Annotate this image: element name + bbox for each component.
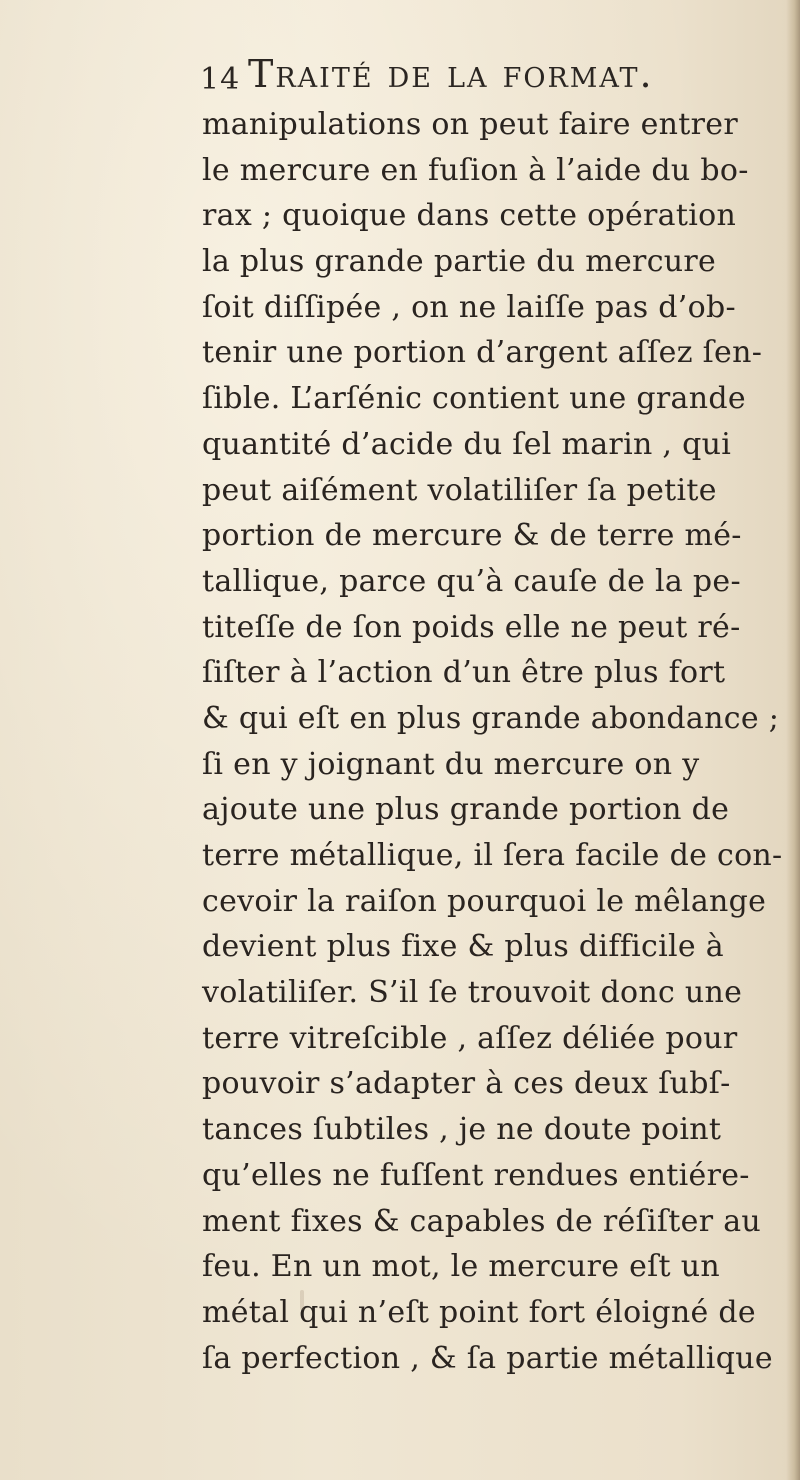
text-line: tallique, parce qu’à cauſe de la pe- xyxy=(202,563,741,599)
text-line: cevoir la raiſon pourquoi le mêlange xyxy=(202,883,767,919)
text-line: ſible. L’arſénic contient une grande xyxy=(202,381,746,417)
text-line: volatiliſer. S’il ſe trouvoit donc une xyxy=(202,975,743,1011)
paper-mark xyxy=(300,1290,304,1310)
text-line: ment fixes & capables de réſiſter au xyxy=(202,1203,762,1239)
text-line: ajoute une plus grande portion de xyxy=(202,792,730,828)
text-line: terre métallique, il ſera facile de con- xyxy=(202,838,783,873)
text-line: feu. En un mot, le mercure eſt un xyxy=(202,1249,720,1285)
text-line: quantité d’acide du ſel marin , qui xyxy=(202,426,732,462)
text-line: devient plus fixe & plus difficile à xyxy=(202,929,724,965)
text-line: terre vitreſcible , aſſez déliée pour xyxy=(202,1020,738,1056)
text-line: peut aiſément volatiliſer ſa petite xyxy=(202,472,717,508)
text-line: tenir une portion d’argent aſſez ſen- xyxy=(202,335,763,371)
text-line: ſa perfection , & ſa partie métallique xyxy=(202,1340,773,1376)
body-text xyxy=(202,102,792,1381)
text-line: qu’elles ne fuſſent rendues entiére- xyxy=(202,1157,750,1193)
text-line: ſiſter à l’action d’un être plus fort xyxy=(202,655,726,691)
text-line: rax ; quoique dans cette opération xyxy=(202,198,737,234)
page-number: 14 xyxy=(200,62,241,97)
text-line: la plus grande partie du mercure xyxy=(202,244,717,280)
text-line: titeſſe de ſon poids elle ne peut ré- xyxy=(202,609,741,645)
running-title: Traité de la format. xyxy=(248,52,654,96)
text-line: le mercure en fuſion à l’aide du bo- xyxy=(202,152,749,188)
text-line: portion de mercure & de terre mé- xyxy=(202,518,742,554)
text-line: ſoit diſſipée , on ne laiſſe pas d’ob- xyxy=(202,289,736,325)
text-line: ſi en y joignant du mercure on y xyxy=(202,746,700,782)
text-line: pouvoir s’adapter à ces deux ſubſ- xyxy=(202,1066,731,1102)
page-header xyxy=(200,52,760,102)
text-line: & qui eſt en plus grande abondance ; xyxy=(202,700,780,736)
text-line: tances ſubtiles , je ne doute point xyxy=(202,1112,722,1148)
text-line: manipulations on peut faire entrer xyxy=(202,107,738,142)
text-line: métal qui n’eſt point fort éloigné de xyxy=(202,1294,756,1330)
